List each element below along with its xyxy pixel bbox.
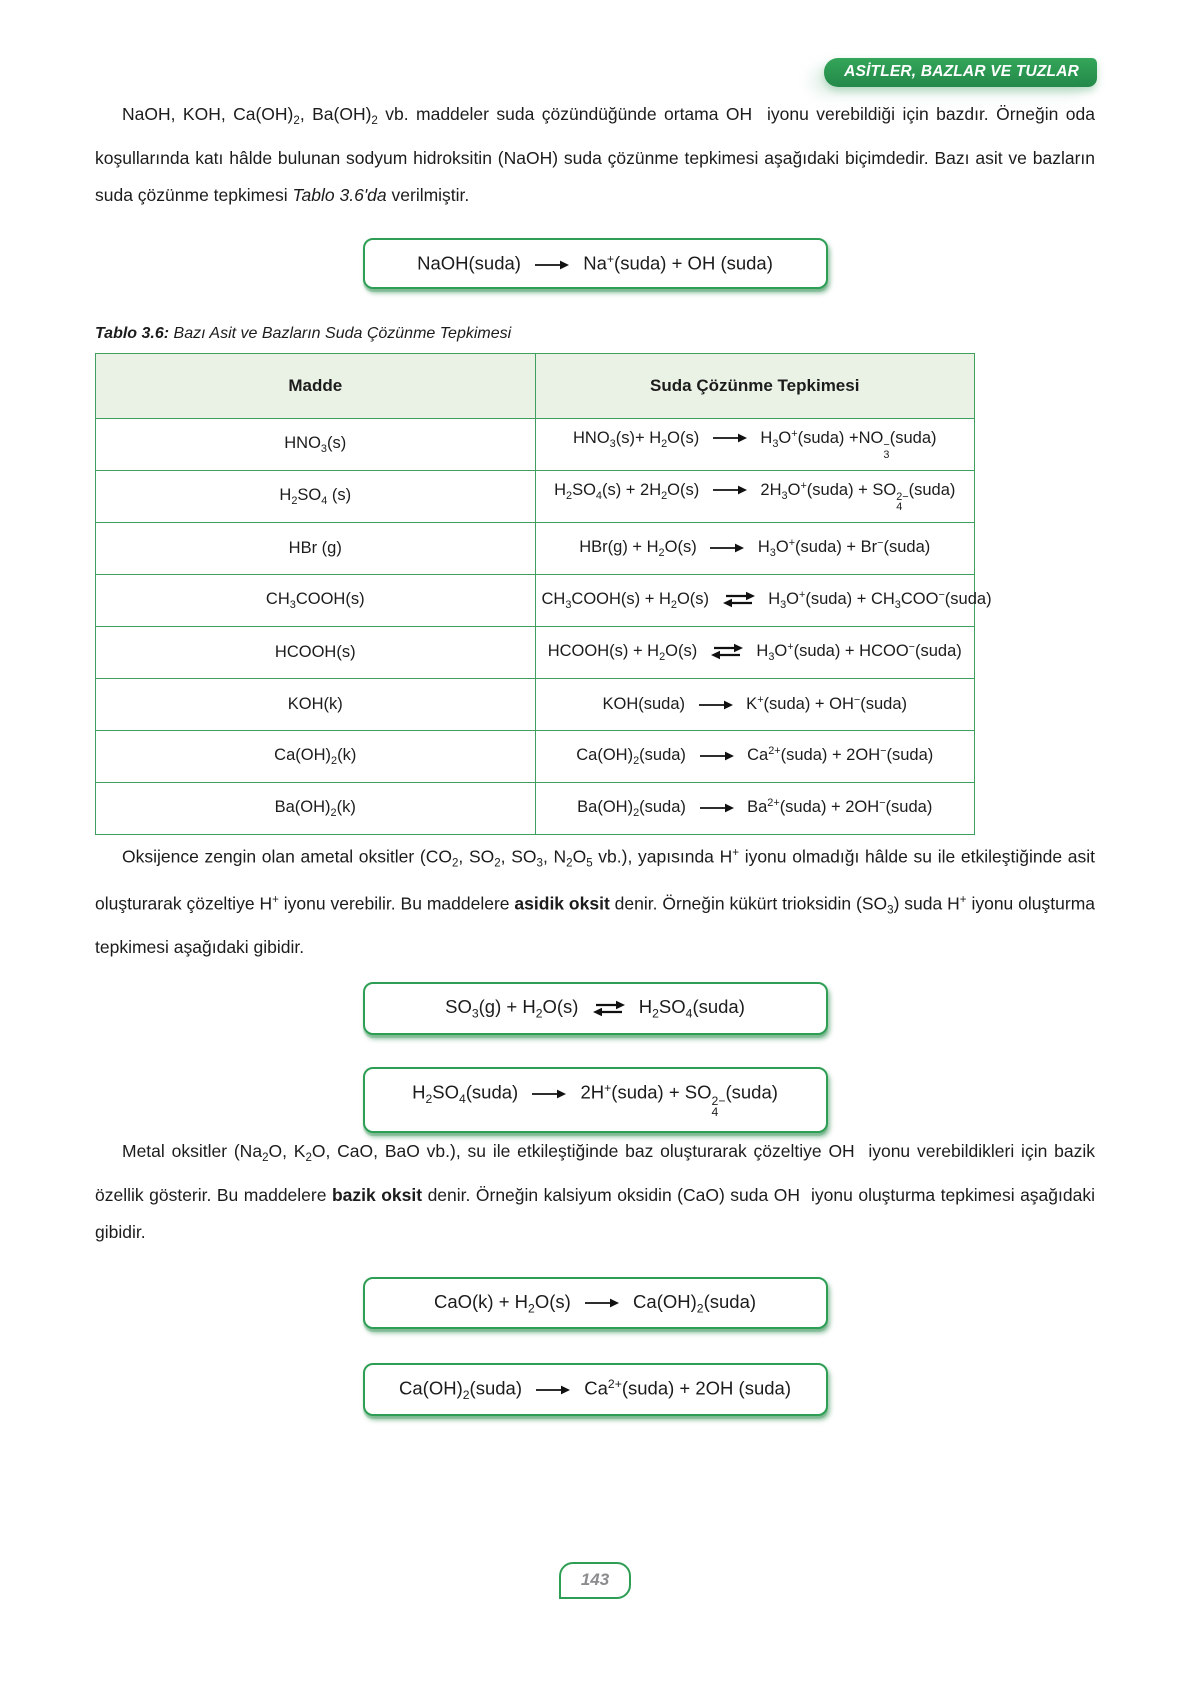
right-arrow-icon (712, 483, 748, 497)
paragraph-acidic-oxides: Oksijence zengin olan ametal oksitler ($CO_2$, $SO_2$, $SO_3$, $N_2O_5$ vb.), yapısında H+ iyonu olmadığı hâlde su ile etkileştiğinde asit oluşturarak çözeltiye H+ iyonu verebilir. Bu maddelere asidik oksit denir. Örneğin kükürt trioksidin $(SO_3)$ suda H+ iyonu oluşturma tepkimesi aşağıdaki gibidir. (95, 846, 1096, 958)
reaction-cell: $Ba(OH)_2(suda)$ $Ba^{2+}(suda)$ + 2OH−(suda) (535, 782, 975, 834)
substance-cell: HCOOH(s) (96, 626, 536, 678)
column-header-madde: Madde (96, 353, 536, 418)
stacked-charge-label: − 3 (883, 439, 890, 462)
equation-so3-water: $SO_3(g) + H_2O(s)$ $H_2SO_4(suda)$ (363, 982, 828, 1034)
equation-box-wrap (95, 238, 1095, 289)
reaction-cell: $HNO_3(s)+ H_2O(s)$ $H_3O^+(suda) +NO$ − 3 (suda) (535, 418, 975, 470)
right-arrow-icon (584, 1296, 620, 1310)
stacked-charge-label: 2− 4 (711, 1093, 726, 1120)
table-caption-text: Bazı Asit ve Bazların Suda Çözünme Tepkimesi (173, 324, 512, 342)
reaction-cell: $Ca(OH)_2(suda)$ $Ca^{2+}(suda)$ + 2OH−(suda) (535, 730, 975, 782)
reaction-cell: KOH(suda) K+(suda) + OH−(suda) (535, 678, 975, 730)
equation-cao-water: $CaO(k) + H_2O(s)$ $Ca(OH)_2(suda)$ (363, 1277, 828, 1329)
equation-h2so4-ionization: $H_2SO_4(suda)$ 2H+(suda) + SO 2− 4 (suda) (363, 1067, 828, 1133)
equation-caoh2-ionization: $Ca(OH)_2(suda)$ $Ca^{2+}(suda) + 2OH$ (suda) (363, 1363, 828, 1416)
equilibrium-arrow-icon (722, 591, 756, 608)
page-number: 143 (580, 1570, 610, 1590)
table-row (96, 522, 975, 574)
substance-cell: $H_2SO_4$ (s) (96, 470, 536, 522)
dissolution-reactions-table (95, 353, 992, 835)
table-row (96, 782, 975, 834)
table-body (96, 418, 992, 834)
paragraph-bases-intro: NaOH, KOH, $Ca(OH)_2$, $Ba(OH)_2$ vb. maddeler suda çözündüğünde ortama OH iyonu verebildiği için bazdır. Örneğin oda koşullarında katı hâlde bulunan sodyum hidroksitin (NaOH) suda çözünme tepkimesi aşağıdaki biçimdedir. Bazı asit ve bazların suda çözünme tepkimesi Tablo 3.6'da verilmiştir. (95, 104, 1095, 206)
reaction-cell: $CH_3COOH(s) + H_2O(s)$ $H_3O^+(suda)$ + $CH_3COO^-(suda)$ (535, 574, 975, 626)
column-header-tepkime: Suda Çözünme Tepkimesi (535, 353, 975, 418)
table-header-row (96, 353, 975, 418)
right-arrow-icon (709, 541, 745, 555)
table-head (96, 353, 975, 418)
substance-cell: KOH(k) (96, 678, 536, 730)
reaction-cell: $H_2SO_4(s) + 2H_2O(s)$ $2H_3O^+(suda)$ + SO 2− 4 (suda) (535, 470, 975, 522)
equation-box-wrap (95, 1277, 1095, 1329)
table-row (96, 574, 975, 626)
right-arrow-icon (699, 749, 735, 763)
reaction-cell: $HBr(g) + H_2O(s)$ $H_3O^+(suda)$ + Br−(suda) (535, 522, 975, 574)
right-arrow-icon (699, 801, 735, 815)
table-row (96, 730, 975, 782)
table-row (96, 678, 975, 730)
equation-box-wrap (95, 1363, 1095, 1416)
right-arrow-icon (535, 1383, 571, 1397)
equation-naoh-dissolution: NaOH(suda) Na+(suda) + OH (suda) (363, 238, 828, 289)
table-row (96, 626, 975, 678)
paragraph-basic-oxides: Metal oksitler ($Na_2O$, $K_2O$, CaO, BaO vb.), su ile etkileştiğinde baz oluşturarak çözeltiye OH iyonu verebildikleri için bazik özellik gösterir. Bu maddelere bazik oksit denir. Örneğin kalsiyum oksidin (CaO) suda OH iyonu oluşturma tepkimesi aşağıdaki gibidir. (95, 1140, 1095, 1242)
table-caption-label: Tablo 3.6: (95, 324, 170, 342)
substance-cell: $CH_3COOH(s)$ (96, 574, 536, 626)
right-arrow-icon (698, 698, 734, 712)
table-row (96, 470, 975, 522)
equation-box-wrap (95, 1067, 1095, 1133)
reaction-cell: HCOOH(s) + $H_2O(s)$ $H_3O^+(suda)$ + HCOO−(suda) (535, 626, 975, 678)
stacked-charge-label: 2− 4 (896, 491, 909, 514)
page-number-badge (559, 1562, 631, 1599)
right-arrow-icon (534, 258, 570, 272)
substance-cell: $Ba(OH)_2(k)$ (96, 782, 536, 834)
equilibrium-arrow-icon (592, 1000, 626, 1017)
table-caption (95, 325, 1095, 343)
chapter-header-banner (824, 58, 1097, 87)
table-row (96, 418, 975, 470)
chapter-title: ASİTLER, BAZLAR VE TUZLAR (844, 63, 1079, 80)
page-number-wrap (95, 1562, 1095, 1599)
substance-cell: $HNO_3(s)$ (96, 418, 536, 470)
substance-cell: $Ca(OH)_2(k)$ (96, 730, 536, 782)
right-arrow-icon (531, 1087, 567, 1101)
equation-box-wrap (95, 982, 1095, 1034)
right-arrow-icon (712, 431, 748, 445)
equilibrium-arrow-icon (710, 643, 744, 660)
substance-cell: HBr (g) (96, 522, 536, 574)
